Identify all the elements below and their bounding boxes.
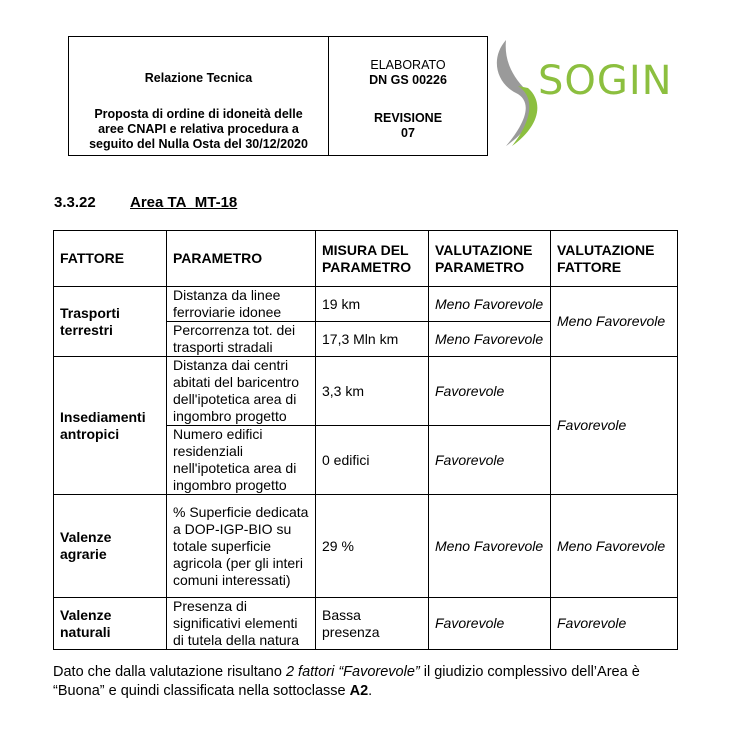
conclusion-paragraph [53, 663, 683, 701]
param-eval-cell: Favorevole [429, 598, 551, 650]
table-row [54, 287, 678, 322]
revisione-block [374, 111, 442, 141]
revisione-label: REVISIONE [373, 111, 443, 125]
factor-eval-cell: Favorevole [551, 357, 678, 495]
section-number: 3.3.22 [54, 194, 96, 211]
evaluation-table [53, 230, 678, 650]
measure-cell: 3,3 km [316, 357, 429, 426]
table-row [54, 495, 678, 598]
param-eval-cell: Favorevole [429, 426, 551, 495]
header-val-fattore: VALUTAZIONE FATTORE [551, 231, 678, 287]
param-cell: Distanza dai centri abitati del baricentro dell'ipotetica area di ingombro progetto [167, 357, 316, 426]
header-title-cell [69, 37, 329, 155]
param-eval-cell: Meno Favorevole [429, 287, 551, 322]
factor-cell: Trasporti terrestri [54, 287, 167, 357]
table-header-row [54, 231, 678, 287]
param-cell: Distanza da linee ferroviarie idonee [167, 287, 316, 322]
measure-cell: 19 km [316, 287, 429, 322]
header-fattore: FATTORE [54, 231, 167, 287]
param-cell: Numero edifici residenziali nell'ipotetica area di ingombro progetto [167, 426, 316, 495]
header-code-cell [329, 37, 487, 155]
conclusion-part4: A2 [349, 683, 369, 699]
factor-eval-cell: Meno Favorevole [551, 287, 678, 357]
table-row [54, 357, 678, 426]
conclusion-part2: 2 fattori “Favorevole” [285, 664, 420, 680]
factor-eval-cell: Favorevole [551, 598, 678, 650]
param-eval-cell: Favorevole [429, 357, 551, 426]
elaborato-code: DN GS 00226 [369, 73, 447, 87]
elaborato-label: ELABORATO [370, 58, 446, 72]
revisione-value: 07 [401, 126, 415, 140]
header-subtitle: Proposta di ordine di idoneità delle aree CNAPI e relativa procedura a seguito del Nulla Osta del 30/12/2020 [89, 107, 308, 151]
header-parametro: PARAMETRO [167, 231, 316, 287]
header-misura: MISURA DEL PARAMETRO [316, 231, 429, 287]
factor-cell: Valenze agrarie [54, 495, 167, 598]
document-header [68, 36, 488, 156]
param-cell: Presenza di significativi elementi di tutela della natura [167, 598, 316, 650]
param-eval-cell: Meno Favorevole [429, 495, 551, 598]
param-eval-cell: Meno Favorevole [429, 322, 551, 357]
param-cell: Percorrenza tot. dei trasporti stradali [167, 322, 316, 357]
header-title: Relazione Tecnica [144, 71, 253, 85]
conclusion-part1: Dato che dalla valutazione risultano [53, 664, 286, 680]
factor-cell: Valenze naturali [54, 598, 167, 650]
param-cell: % Superficie dedicata a DOP-IGP-BIO su totale superficie agricola (per gli interi comuni interessati) [167, 495, 316, 598]
conclusion-part3: il giudizio complessivo dell’Area è “Buona” e quindi classificata nella sottoclasse [53, 664, 640, 699]
factor-cell: Insediamenti antropici [54, 357, 167, 495]
conclusion-part5: . [368, 683, 373, 699]
measure-cell: 17,3 Mln km [316, 322, 429, 357]
logo-text: SOGIN [538, 58, 673, 104]
factor-eval-cell: Meno Favorevole [551, 495, 678, 598]
elaborato-block [369, 58, 447, 88]
table-row [54, 598, 678, 650]
header-val-param: VALUTAZIONE PARAMETRO [429, 231, 551, 287]
section-title: Area TA_MT-18 [130, 194, 238, 211]
measure-cell: 0 edifici [316, 426, 429, 495]
measure-cell: Bassa presenza [316, 598, 429, 650]
measure-cell: 29 % [316, 495, 429, 598]
